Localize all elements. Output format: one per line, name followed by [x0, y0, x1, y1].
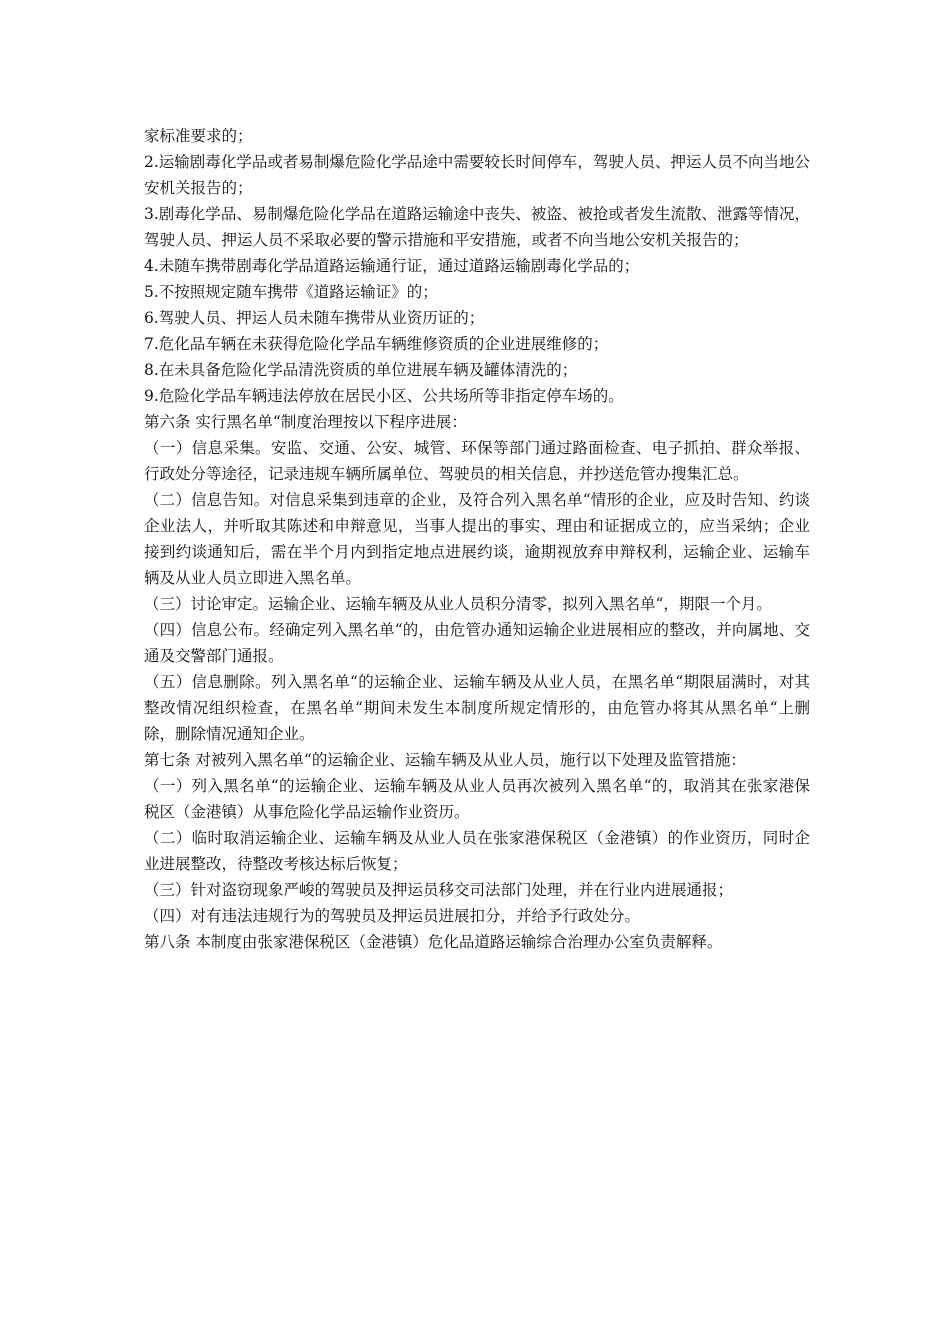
article-6-heading: 第六条 实行黑名单“制度治理按以下程序进展： [144, 413, 467, 431]
article-6-item-4: （四）信息公布。经确定列入黑名单“的，由危管办通知运输企业进展相应的整改，并向属地、交通及交警部门通报。 [144, 621, 810, 665]
article-6-item-2: （二）信息告知。对信息采集到违章的企业，及符合列入黑名单“情形的企业，应及时告知、约谈企业法人，并听取其陈述和申辩意见，当事人提出的事实、理由和证据成立的，应当采纳；企业接到约谈通知后，需在半个月内到指定地点进展约谈，逾期视放弃申辩权利，运输企业、运输车辆及从业人员立即进入黑名单。 [144, 491, 810, 587]
article-7-item-2: （二）临时取消运输企业、运输车辆及从业人员在张家港保税区（金港镇）的作业资历，同时企业进展整改，待整改考核达标后恢复； [144, 829, 810, 873]
list-item-9: 9.危险化学品车辆违法停放在居民小区、公共场所等非指定停车场的。 [144, 387, 624, 405]
article-8: 第八条 本制度由张家港保税区（金港镇）危化品道路运输综合治理办公室负责解释。 [144, 933, 723, 951]
article-6-item-3: （三）讨论审定。运输企业、运输车辆及从业人员积分清零，拟列入黑名单“，期限一个月。 [144, 595, 772, 613]
list-item-5: 5.不按照规定随车携带《道路运输证》的； [144, 283, 438, 301]
article-7-heading: 第七条 对被列入黑名单“的运输企业、运输车辆及从业人员，施行以下处理及监管措施： [144, 751, 746, 769]
list-item-2: 2.运输剧毒化学品或者易制爆危险化学品途中需要较长时间停车，驾驶人员、押运人员不向当地公安机关报告的； [144, 153, 810, 197]
article-7-item-1: （一）列入黑名单“的运输企业、运输车辆及从业人员再次被列入黑名单“的，取消其在张家港保税区（金港镇）从事危险化学品运输作业资历。 [144, 777, 810, 821]
document-body [144, 123, 810, 955]
list-item-3: 3.剧毒化学品、易制爆危险化学品在道路运输途中丧失、被盗、被抢或者发生流散、泄露等情况，驾驶人员、押运人员不采取必要的警示措施和平安措施，或者不向当地公安机关报告的； [144, 205, 810, 249]
article-7-item-4: （四）对有违法违规行为的驾驶员及押运员进展扣分，并给予行政处分。 [144, 907, 641, 925]
list-item-8: 8.在未具备危险化学品清洗资质的单位进展车辆及罐体清洗的； [144, 361, 578, 379]
paragraph-continuation: 家标准要求的； [144, 127, 253, 145]
article-7-item-3: （三）针对盗窃现象严峻的驾驶员及押运员移交司法部门处理，并在行业内进展通报； [144, 881, 734, 899]
list-item-7: 7.危化品车辆在未获得危险化学品车辆维修资质的企业进展维修的； [144, 335, 609, 353]
list-item-4: 4.未随车携带剧毒化学品道路运输通行证，通过道路运输剧毒化学品的； [144, 257, 640, 275]
article-6-item-1: （一）信息采集。安监、交通、公安、城管、环保等部门通过路面检查、电子抓拍、群众举报、行政处分等途径，记录违规车辆所属单位、驾驶员的相关信息，并抄送危管办搜集汇总。 [144, 439, 810, 483]
article-6-item-5: （五）信息删除。列入黑名单“的运输企业、运输车辆及从业人员，在黑名单“期限届满时，对其整改情况组织检查，在黑名单“期间未发生本制度所规定情形的，由危管办将其从黑名单“上删除，删除情况通知企业。 [144, 673, 810, 743]
list-item-6: 6.驾驶人员、押运人员未随车携带从业资历证的； [144, 309, 485, 327]
